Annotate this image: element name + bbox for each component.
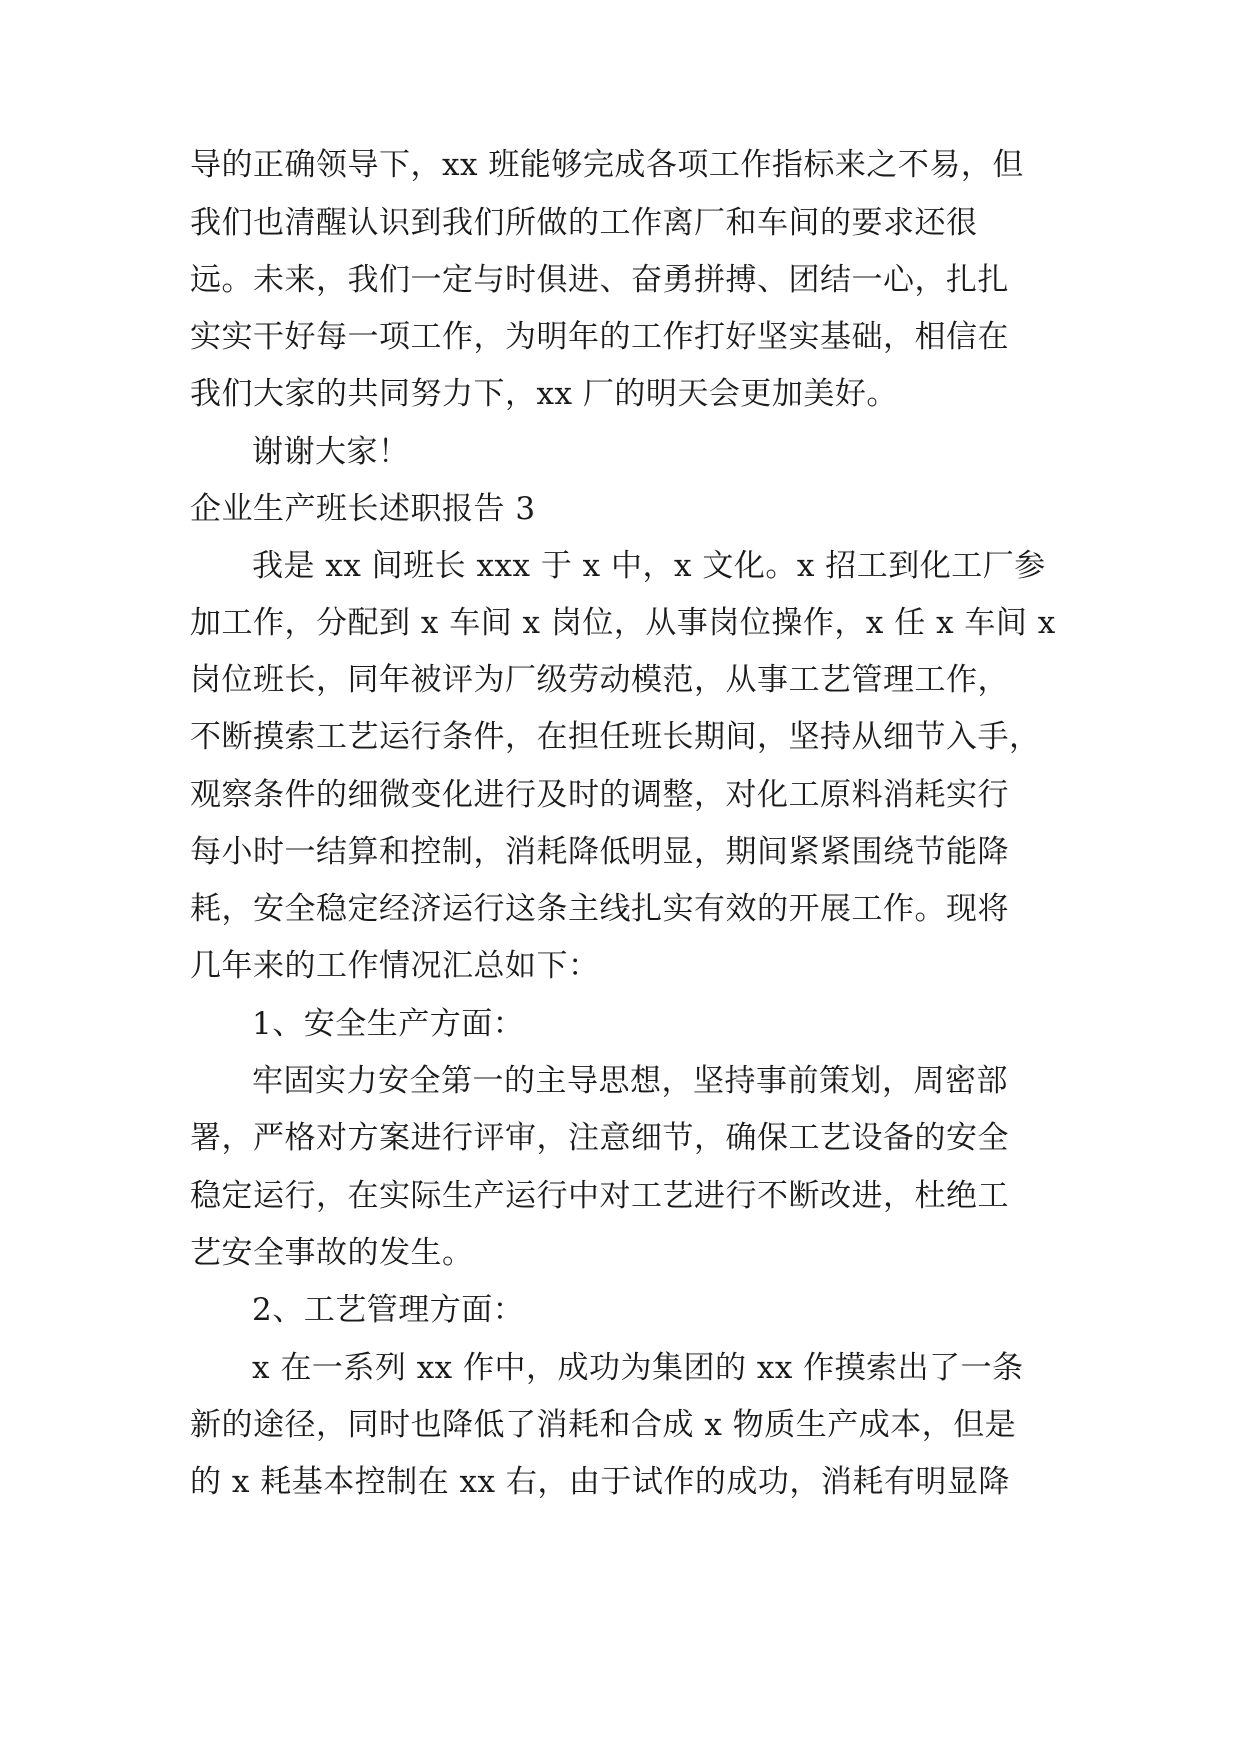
body-text-line: 我们也清醒认识到我们所做的工作离厂和车间的要求还很 [190, 205, 978, 241]
body-text-line: 艺安全事故的发生。 [190, 1235, 474, 1271]
body-text-line: 我是 xx 间班长 xxx 于 x 中，x 文化。x 招工到化工厂参 [252, 548, 1046, 584]
body-text-line: 每小时一结算和控制，消耗降低明显，期间紧紧围绕节能降 [190, 834, 1009, 870]
body-text-line: 我们大家的共同努力下，xx 厂的明天会更加美好。 [190, 376, 898, 412]
body-text-line: 不断摸索工艺运行条件，在担任班长期间，坚持从细节入手， [190, 719, 1041, 755]
body-text-line: 几年来的工作情况汇总如下： [190, 948, 600, 984]
body-text-line: 加工作，分配到 x 车间 x 岗位，从事岗位操作，x 任 x 车间 x [190, 605, 1056, 641]
body-text-line: 远。未来，我们一定与时俱进、奋勇拼搏、团结一心，扎扎 [190, 262, 1009, 298]
subheading: 1、安全生产方面： [252, 1006, 525, 1042]
body-text-line: 导的正确领导下，xx 班能够完成各项工作指标来之不易，但 [190, 147, 1024, 183]
body-text-line: 署，严格对方案进行评审，注意细节，确保工艺设备的安全 [190, 1120, 1009, 1156]
body-text-line: 牢固实力安全第一的主导思想，坚持事前策划，周密部 [252, 1063, 1008, 1099]
body-text-line: 新的途径，同时也降低了消耗和合成 x 物质生产成本，但是 [190, 1407, 1017, 1443]
closing-remark: 谢谢大家！ [252, 434, 410, 470]
section-heading: 企业生产班长述职报告 3 [190, 491, 536, 527]
body-text-line: x 在一系列 xx 作中，成功为集团的 xx 作摸索出了一条 [252, 1350, 1024, 1386]
body-text-line: 实实干好每一项工作，为明年的工作打好坚实基础，相信在 [190, 319, 1009, 355]
body-text-line: 的 x 耗基本控制在 xx 右，由于试作的成功，消耗有明显降 [190, 1464, 1010, 1500]
body-text-line: 岗位班长，同年被评为厂级劳动模范，从事工艺管理工作， [190, 662, 1009, 698]
subheading: 2、工艺管理方面： [252, 1292, 525, 1328]
body-text-line: 稳定运行，在实际生产运行中对工艺进行不断改进，杜绝工 [190, 1178, 1009, 1214]
body-text-line: 观察条件的细微变化进行及时的调整，对化工原料消耗实行 [190, 777, 1009, 813]
body-text-line: 耗，安全稳定经济运行这条主线扎实有效的开展工作。现将 [190, 891, 1009, 927]
